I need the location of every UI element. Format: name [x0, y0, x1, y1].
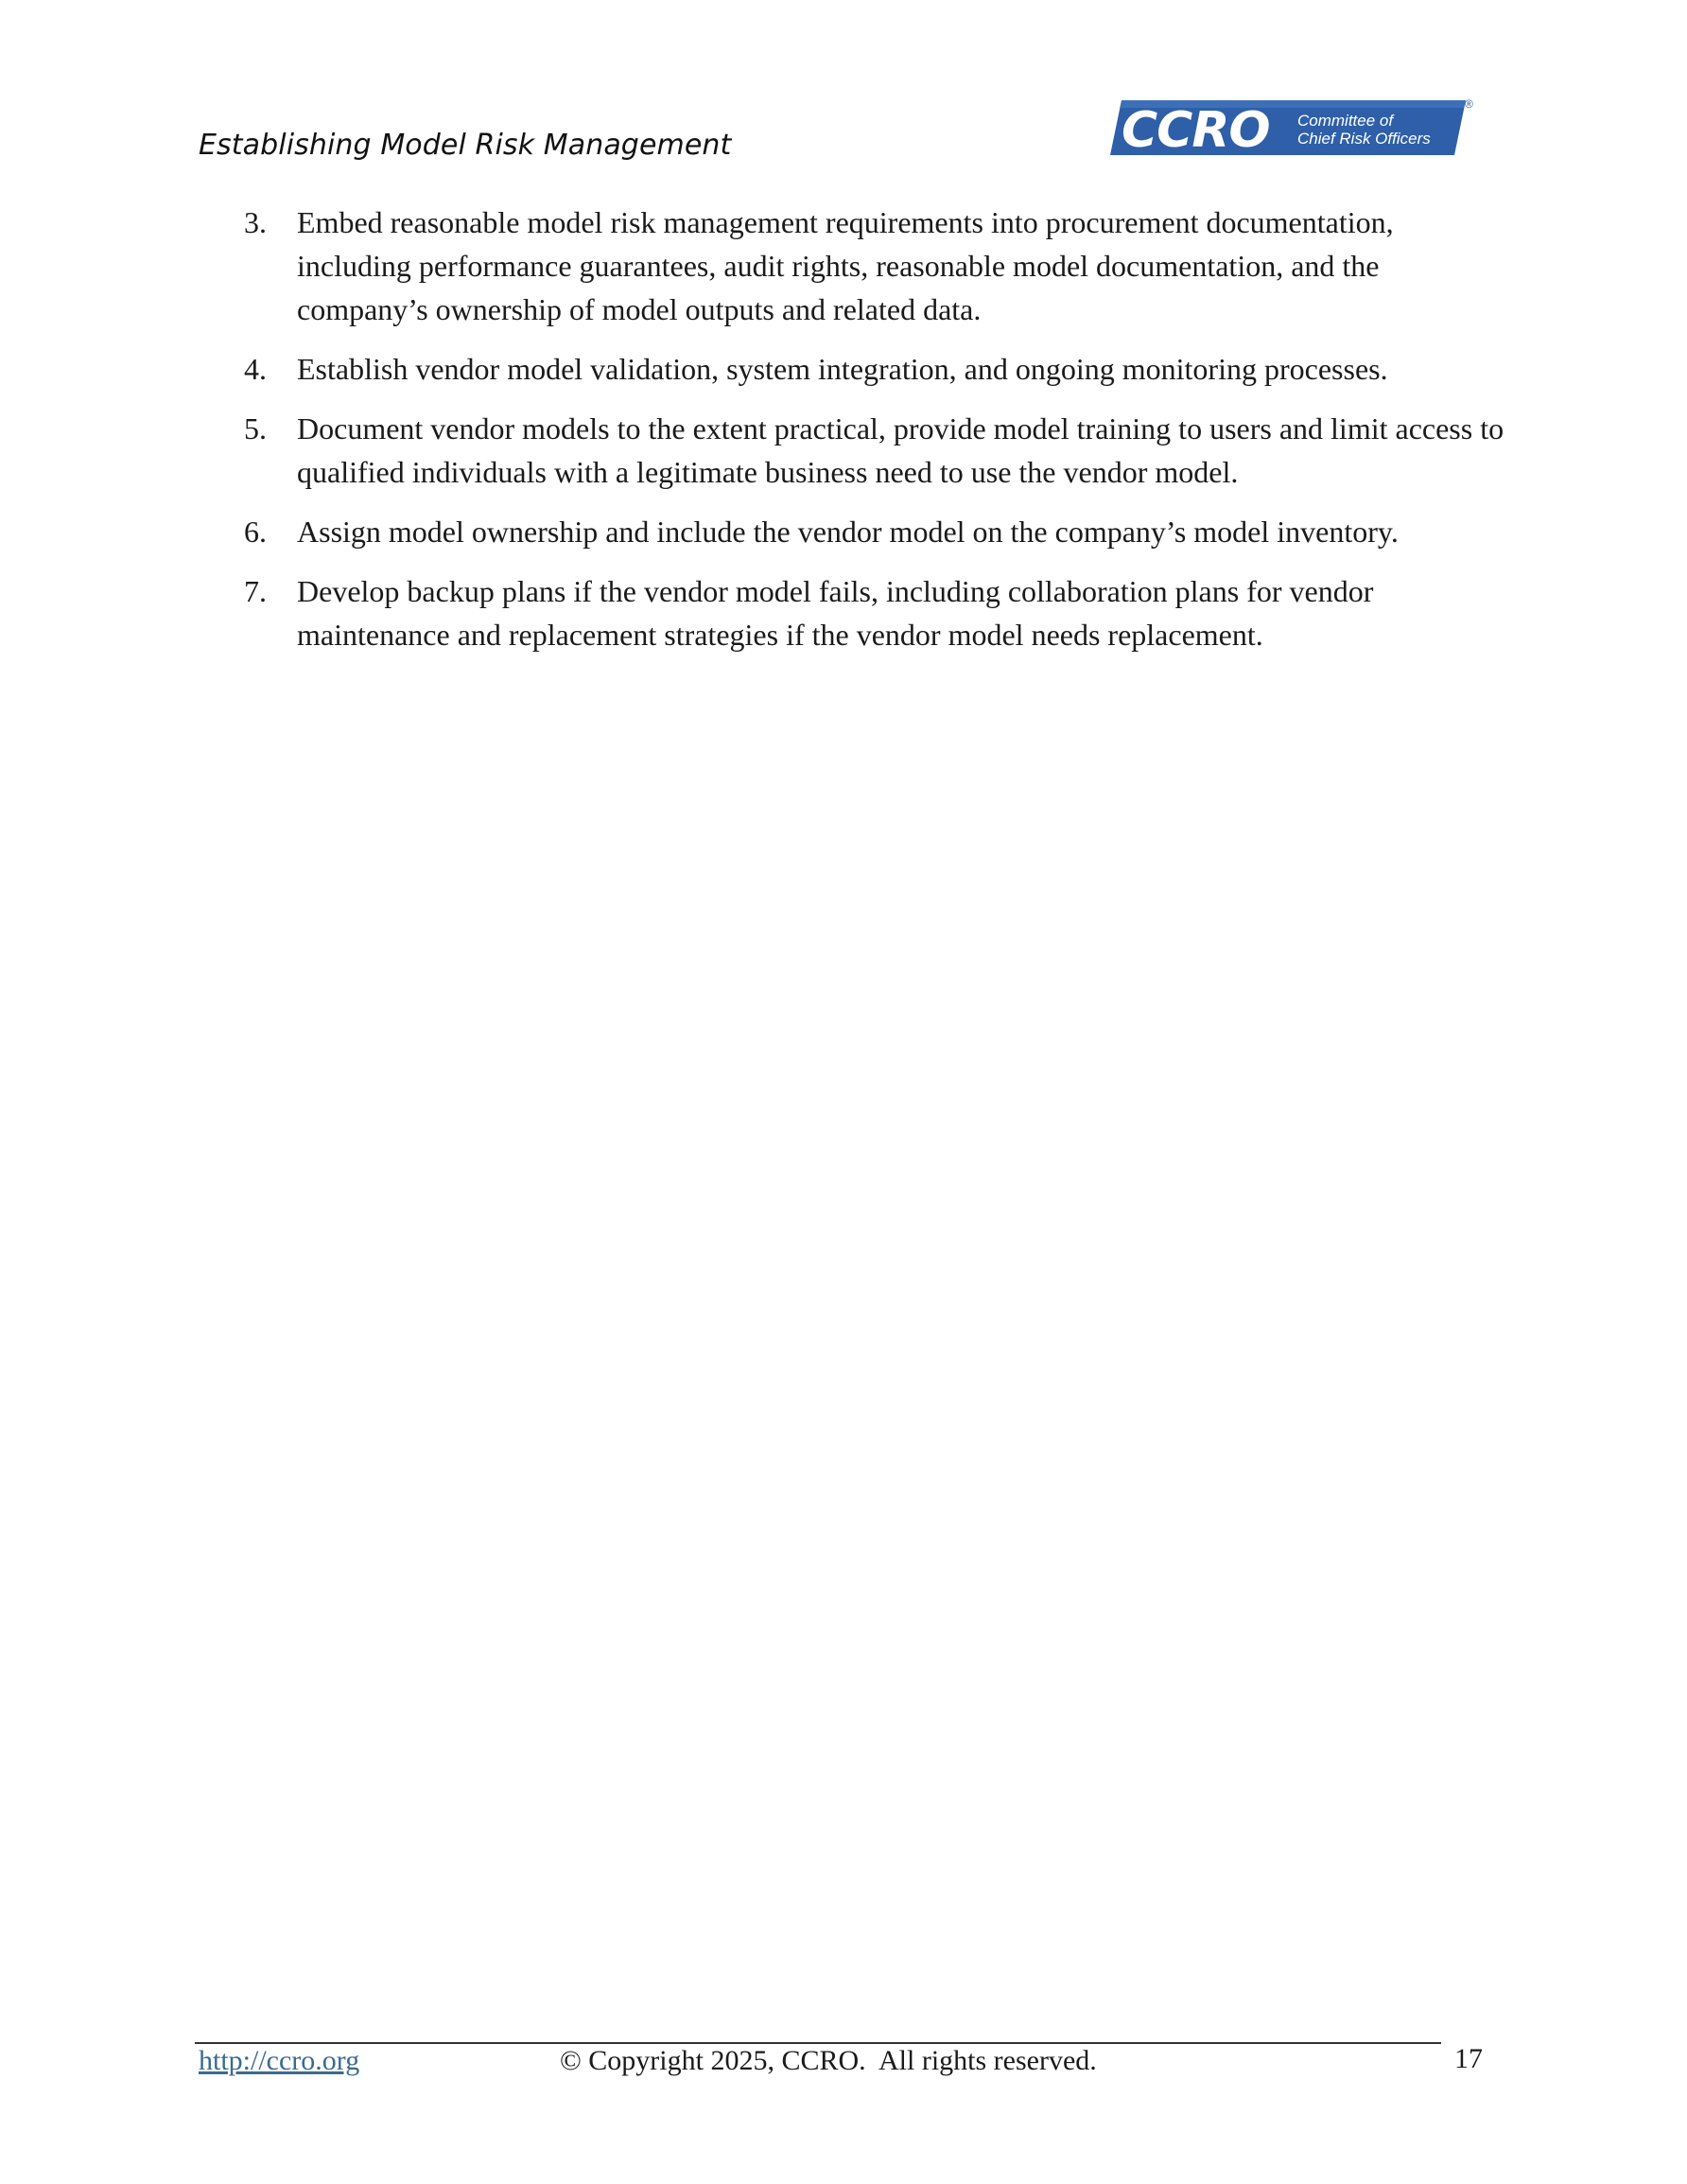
footer-website-link[interactable]: http://ccro.org	[199, 2045, 360, 2076]
list-item-number: 7.	[244, 574, 267, 608]
numbered-list	[244, 201, 1511, 656]
page-number: 17	[1454, 2043, 1483, 2074]
footer-copyright: © Copyright 2025, CCRO. All rights reserved.	[560, 2045, 1097, 2076]
list-item-number: 5.	[244, 411, 267, 446]
list-item	[244, 569, 1511, 656]
main-content	[244, 201, 1511, 673]
logo-wordmark: CCRO	[1122, 102, 1270, 159]
list-item	[244, 201, 1511, 331]
list-item-text: Assign model ownership and include the vendor model on the company’s model inventory.	[297, 515, 1399, 549]
logo-registered-mark: ®	[1465, 97, 1473, 111]
list-item-text: Establish vendor model validation, system integration, and ongoing monitoring processes.	[297, 352, 1388, 386]
logo-subtext-line-1: Committee of	[1297, 112, 1394, 130]
list-item-number: 4.	[244, 352, 267, 386]
list-item-number: 6.	[244, 515, 267, 549]
list-item	[244, 347, 1511, 391]
list-item-number: 3.	[244, 205, 267, 239]
list-item-text: Develop backup plans if the vendor model fails, including collaboration plans for vendor maintenance and replacement strategies if the vendor model needs replacement.	[297, 574, 1374, 652]
logo-subtext-line-2: Chief Risk Officers	[1297, 130, 1431, 148]
list-item	[244, 407, 1511, 494]
list-item-text: Embed reasonable model risk management requirements into procurement documentation, including performance guarantees, audit rights, reasonable model documentation, and the company’s ownership of model outputs and related data.	[297, 205, 1394, 326]
list-item	[244, 510, 1511, 553]
ccro-logo	[1108, 95, 1477, 161]
list-item-text: Document vendor models to the extent practical, provide model training to users and limit access to qualified individuals with a legitimate business need to use the vendor model.	[297, 411, 1504, 489]
footer-divider	[195, 2042, 1441, 2044]
running-header-title: Establishing Model Risk Management	[199, 129, 732, 162]
